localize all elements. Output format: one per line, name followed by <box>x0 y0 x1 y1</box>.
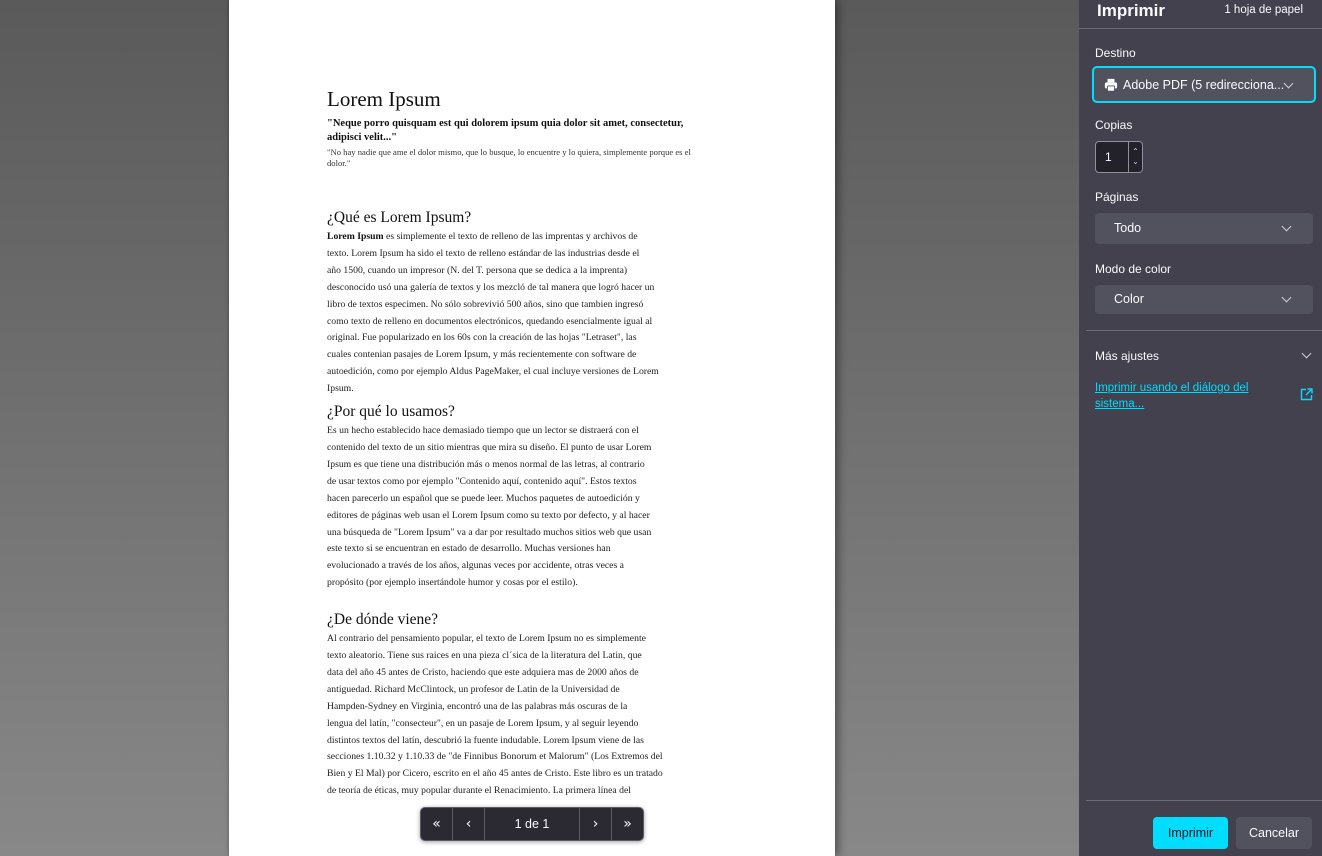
panel-title: Imprimir <box>1097 1 1166 20</box>
external-link-icon <box>1300 388 1313 401</box>
printer-icon <box>1104 78 1118 92</box>
previous-page-button[interactable] <box>453 808 485 840</box>
section-origin <box>327 609 691 800</box>
next-page-button[interactable] <box>579 808 611 840</box>
cancel-button[interactable]: Cancelar <box>1236 817 1312 849</box>
page-indicator: 1 de 1 <box>514 817 550 831</box>
color-mode-label: Modo de color <box>1095 262 1172 276</box>
double-chevron-left-icon: « <box>432 816 441 832</box>
pages-value: Todo <box>1114 221 1142 235</box>
copies-input[interactable]: 1 <box>1096 142 1129 172</box>
spanish-quote: "No hay nadie que ame el dolor mismo, que lo busque, lo encuentre y lo quiera, simplemente porque es el dolor." <box>327 147 691 168</box>
chevron-right-icon: › <box>592 816 599 832</box>
double-chevron-right-icon: » <box>623 816 632 832</box>
panel-header <box>1079 0 1322 29</box>
chevron-down-icon <box>1282 293 1292 303</box>
section-heading: ¿Qué es Lorem Ipsum? <box>327 209 472 226</box>
pages-label: Páginas <box>1095 190 1139 204</box>
sheet-count: 1 hoja de papel <box>1224 4 1303 16</box>
copies-label: Copias <box>1095 118 1133 132</box>
color-mode-value: Color <box>1114 292 1144 306</box>
destination-value: Adobe PDF (5 redirecciona... <box>1123 77 1285 92</box>
section-why-use <box>327 401 691 592</box>
chevron-down-icon <box>1302 349 1312 359</box>
last-page-button[interactable] <box>611 808 643 840</box>
more-settings-label: Más ajustes <box>1095 349 1160 363</box>
section-heading: ¿Por qué lo usamos? <box>327 403 455 421</box>
destination-label: Destino <box>1095 46 1136 60</box>
section-what-is <box>327 207 691 398</box>
destination-select[interactable] <box>1092 66 1316 103</box>
section-heading: ¿De dónde viene? <box>327 611 439 629</box>
latin-quote: "Neque porro quisquam est qui dolorem ipsum quia dolor sit amet, consectetur, adipisci velit..." <box>327 118 684 143</box>
page-navigation-toolbar <box>420 807 644 841</box>
chevron-left-icon: ‹ <box>465 816 472 832</box>
section-body: Lorem Ipsum es simplemente el texto de relleno de las imprentas y archivos de texto. Lorem Ipsum ha sido el texto de relleno estándar de las industrias desde el año 1500, cuando un impresor (N. del T. persona que se dedica a la imprenta) desconocido usó una galería de textos y los mezcló de tal manera que logró hacer un libro de textos especimen. No sólo sobrevivió 500 años, sino que tambien ingresó como texto de relleno en documentos electrónicos, quedando esencialmente igual al original. Fue popularizado en los 60s con la creación de las hojas "Letraset", las cuales contenian pasajes de Lorem Ipsum, y más recientemente con software de autoedición, como por ejemplo Aldus PageMaker, el cual incluye versiones de Lorem Ipsum. <box>327 231 659 395</box>
more-settings-toggle[interactable] <box>1095 347 1315 365</box>
bold-lead: Lorem Ipsum <box>327 231 384 242</box>
section-body: Al contrario del pensamiento popular, el texto de Lorem Ipsum no es simplemente texto aleatorio. Tiene sus raices en una pieza cl´sica de la literatura del Latin, que data del año 45 antes de Cristo, haciendo que este adquiera mas de 2000 años de antiguedad. Richard McClintock, un profesor de Latin de la Universidad de Hampden-Sydney en Virginia, encontró una de las palabras más oscuras de la lengua del latín, "consecteur", en un pasaje de Lorem Ipsum, y al seguir leyendo distintos textos del latín, descubrió la fuente indudable. Lorem Ipsum viene de las secciones 1.10.32 y 1.10.33 de "de Finnibus Bonorum et Malorum" (Los Extremos del Bien y El Mal) por Cicero, escrito en el año 45 antes de Cristo. Este libro es un tratado de teoría de éticas, muy popular durante el Renacimiento. La primera línea del <box>327 633 663 797</box>
section-body: Es un hecho establecido hace demasiado tiempo que un lector se distraerá con el contenido del texto de un sitio mientras que mira su diseño. El punto de usar Lorem Ipsum es que tiene una distribución más o menos normal de las letras, al contrario de usar textos como por ejemplo "Contenido aquí, contenido aquí". Estos textos hacen parecerlo un español que se puede leer. Muchos paquetes de autoedición y editores de páginas web usan el Lorem Ipsum como su texto por defecto, y al hacer una búsqueda de "Lorem Ipsum" va a dar por resultado muchos sitios web que usan este texto si se encuentran en estado de desarrollo. Muchas versiones han evolucionado a través de los años, algunas veces por accidente, otras veces a propósito (por ejemplo insertándole humor y cosas por el estilo). <box>327 425 652 589</box>
chevron-down-icon <box>1282 222 1292 232</box>
decrement-icon[interactable]: ⌄ <box>1132 157 1139 166</box>
preview-page <box>229 0 835 856</box>
section-divider <box>1086 330 1322 331</box>
print-button[interactable]: Imprimir <box>1153 817 1228 849</box>
document-title: Lorem Ipsum <box>327 87 441 111</box>
chevron-down-icon <box>1284 79 1294 89</box>
system-dialog-link[interactable]: Imprimir usando el diálogo del sistema... <box>1095 382 1249 410</box>
footer-divider <box>1086 800 1322 801</box>
first-page-button[interactable] <box>421 808 453 840</box>
copies-stepper[interactable] <box>1095 141 1143 173</box>
pages-select[interactable] <box>1095 213 1313 244</box>
print-settings-panel <box>1079 0 1322 856</box>
document-content <box>327 84 691 800</box>
increment-icon[interactable]: ⌃ <box>1132 147 1139 156</box>
color-mode-select[interactable] <box>1095 285 1313 314</box>
